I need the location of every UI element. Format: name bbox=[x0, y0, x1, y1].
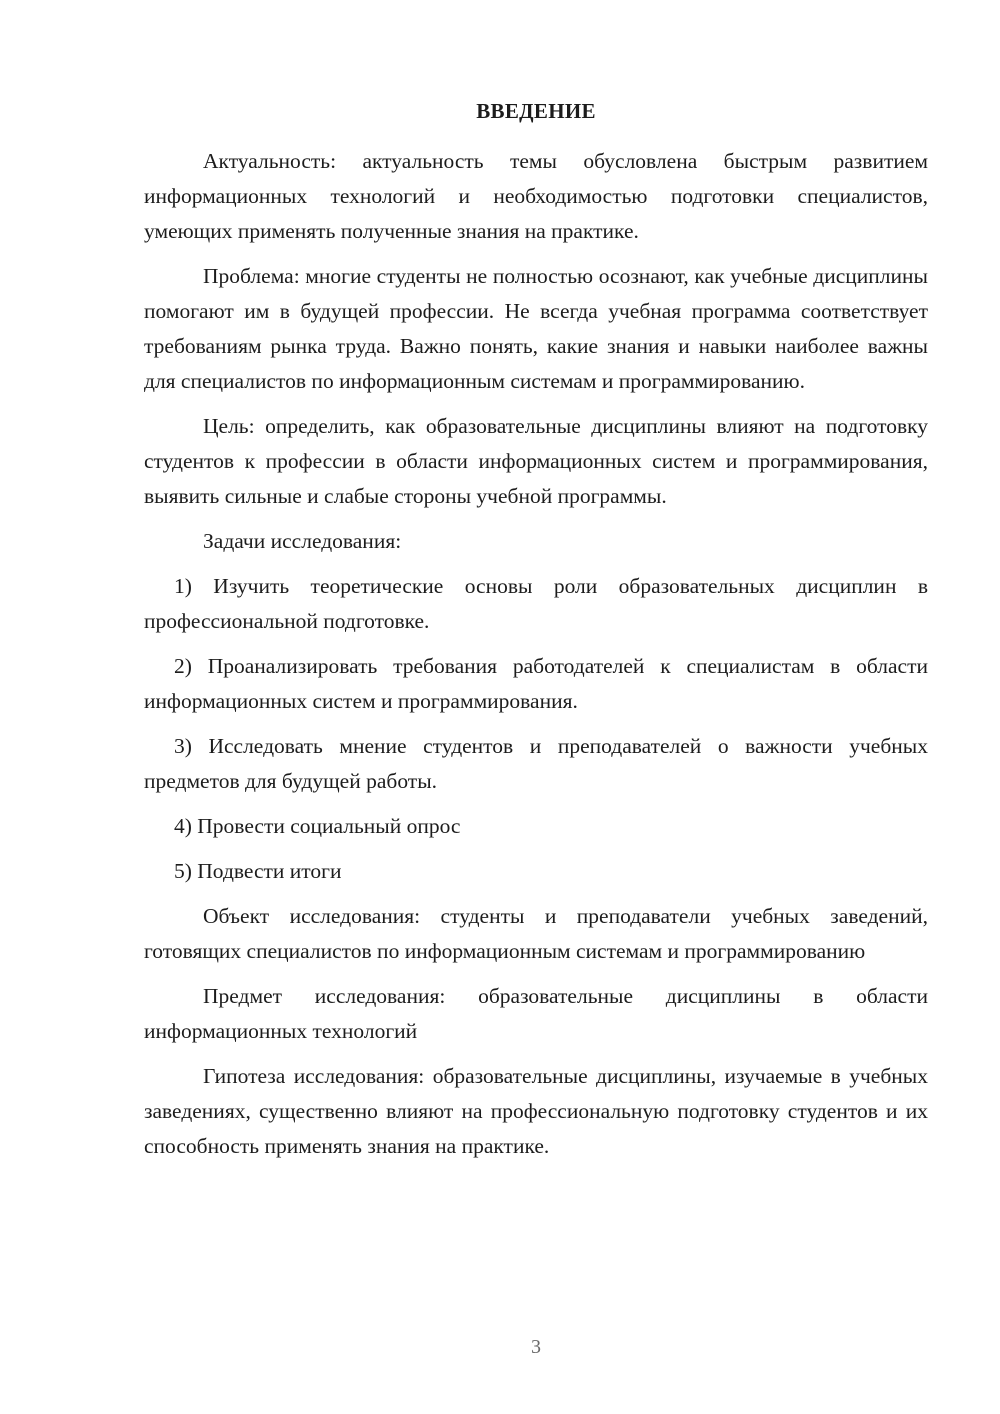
object-paragraph: Объект исследования: студенты и преподаватели учебных заведений, готовящих специалистов по информационным системам и программированию bbox=[144, 904, 928, 963]
problem-paragraph: Проблема: многие студенты не полностью осознают, как учебные дисциплины помогают им в будущей профессии. Не всегда учебная программа соответствует требованиям рынка труда. Важно понять, какие знания и навыки наиболее важны для специалистов по информационным системам и программированию. bbox=[144, 264, 928, 393]
task-item-3: 3) Исследовать мнение студентов и преподавателей о важности учебных предметов для будущей работы. bbox=[144, 734, 928, 793]
task-item-4: 4) Провести социальный опрос bbox=[174, 814, 461, 838]
relevance-paragraph: Актуальность: актуальность темы обусловлена быстрым развитием информационных технологий и необходимостью подготовки специалистов, умеющих применять полученные знания на практике. bbox=[144, 149, 928, 243]
page-number: 3 bbox=[531, 1336, 541, 1358]
goal-paragraph: Цель: определить, как образовательные дисциплины влияют на подготовку студентов к профессии в области информационных систем и программирования, выявить сильные и слабые стороны учебной программы. bbox=[144, 414, 928, 508]
hypothesis-paragraph: Гипотеза исследования: образовательные дисциплины, изучаемые в учебных заведениях, существенно влияют на профессиональную подготовку студентов и их способность применять знания на практике. bbox=[144, 1064, 928, 1158]
document-body bbox=[144, 144, 928, 1174]
subject-paragraph: Предмет исследования: образовательные дисциплины в области информационных технологий bbox=[144, 984, 928, 1043]
task-item-1: 1) Изучить теоретические основы роли образовательных дисциплин в профессиональной подготовке. bbox=[144, 574, 928, 633]
page-title: ВВЕДЕНИЕ bbox=[476, 99, 596, 123]
task-item-5: 5) Подвести итоги bbox=[174, 859, 342, 883]
tasks-heading: Задачи исследования: bbox=[203, 529, 402, 553]
task-item-2: 2) Проанализировать требования работодателей к специалистам в области информационных систем и программирования. bbox=[144, 654, 928, 713]
